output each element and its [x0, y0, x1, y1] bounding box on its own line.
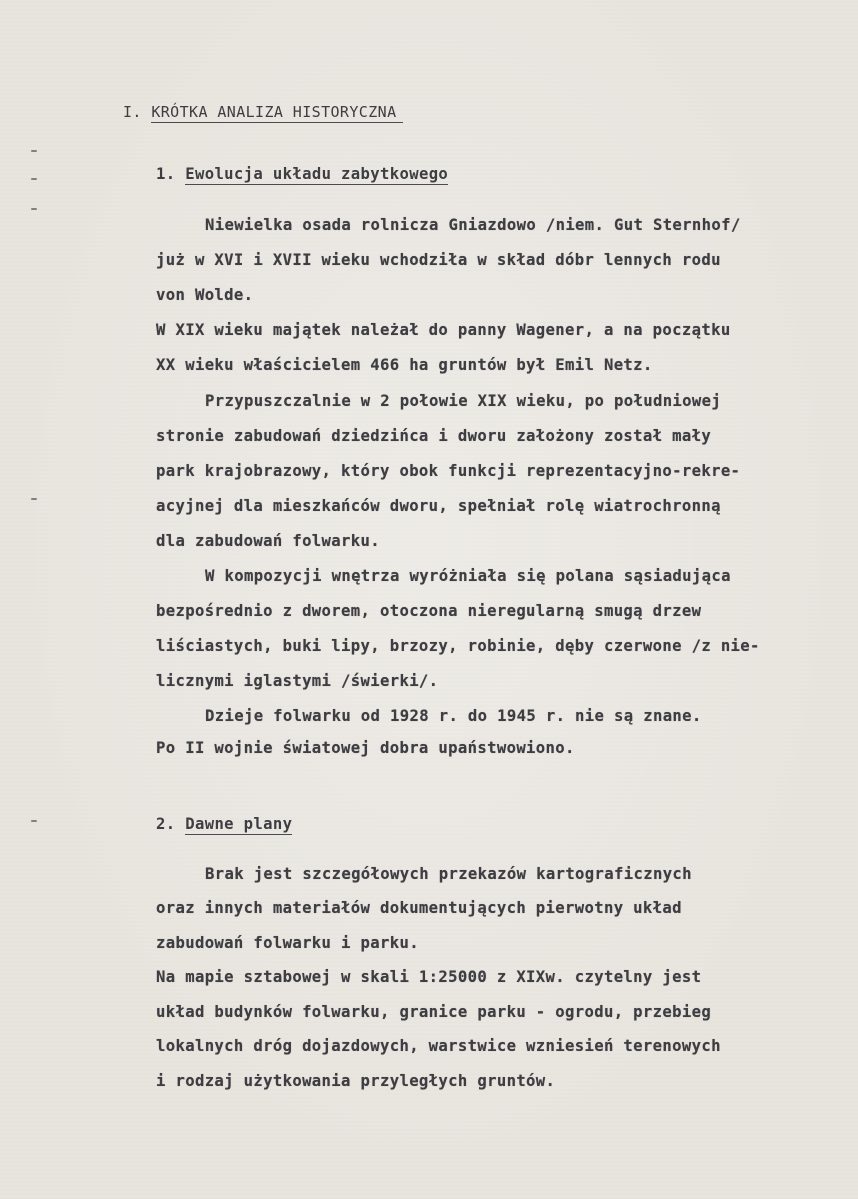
- text-line: park krajobrazowy, który obok funkcji reprezentacyjno-rekre-: [156, 462, 741, 480]
- text-line: stronie zabudowań dziedzińca i dworu założony został mały: [156, 427, 712, 445]
- section-2-heading: [156, 815, 292, 833]
- text-line: już w XVI i XVII wieku wchodziła w skład dóbr lennych rodu: [156, 251, 721, 269]
- section-1-title: Ewolucja układu zabytkowego: [185, 165, 449, 183]
- text-line: Brak jest szczegółowych przekazów kartograficznych: [205, 865, 692, 883]
- text-line: Po II wojnie światowej dobra upaństwowiono.: [156, 739, 575, 757]
- text-line: bezpośrednio z dworem, otoczona nieregularną smugą drzew: [156, 602, 702, 620]
- main-heading: [123, 103, 403, 121]
- margin-mark: [31, 498, 37, 500]
- text-line: oraz innych materiałów dokumentujących pierwotny układ: [156, 899, 682, 917]
- margin-mark: [31, 820, 37, 822]
- text-line: dla zabudowań folwarku.: [156, 532, 380, 550]
- text-line: acyjnej dla mieszkańców dworu, spełniał rolę wiatrochronną: [156, 497, 721, 515]
- text-line: Przypuszczalnie w 2 połowie XIX wieku, po południowej: [205, 392, 722, 410]
- section-1-number: 1.: [156, 165, 176, 183]
- main-heading-title: KRÓTKA ANALIZA HISTORYCZNA: [151, 103, 402, 123]
- section-1-heading: [156, 165, 448, 183]
- margin-mark: [31, 208, 37, 210]
- text-line: Na mapie sztabowej w skali 1:25000 z XIXw. czytelny jest: [156, 968, 702, 986]
- text-line: W XIX wieku majątek należał do panny Wagener, a na początku: [156, 321, 731, 339]
- text-line: Dzieje folwarku od 1928 r. do 1945 r. nie są znane.: [205, 707, 702, 725]
- text-line: lokalnych dróg dojazdowych, warstwice wzniesień terenowych: [156, 1037, 721, 1055]
- section-2-number: 2.: [156, 815, 176, 833]
- margin-mark: [31, 178, 37, 180]
- text-line: i rodzaj użytkowania przyległych gruntów.: [156, 1072, 556, 1090]
- text-line: Niewielka osada rolnicza Gniazdowo /niem. Gut Sternhof/: [205, 216, 741, 234]
- text-line: licznymi iglastymi /świerki/.: [156, 672, 439, 690]
- main-heading-number: I.: [123, 103, 142, 121]
- text-line: XX wieku właścicielem 466 ha gruntów był Emil Netz.: [156, 356, 653, 374]
- margin-mark: [31, 150, 37, 152]
- text-line: liściastych, buki lipy, brzozy, robinie, dęby czerwone /z nie-: [156, 637, 760, 655]
- text-line: von Wolde.: [156, 286, 254, 304]
- text-line: W kompozycji wnętrza wyróżniała się polana sąsiadująca: [205, 567, 731, 585]
- text-line: zabudowań folwarku i parku.: [156, 934, 419, 952]
- text-line: układ budynków folwarku, granice parku - ogrodu, przebieg: [156, 1003, 712, 1021]
- section-2-title: Dawne plany: [185, 815, 293, 833]
